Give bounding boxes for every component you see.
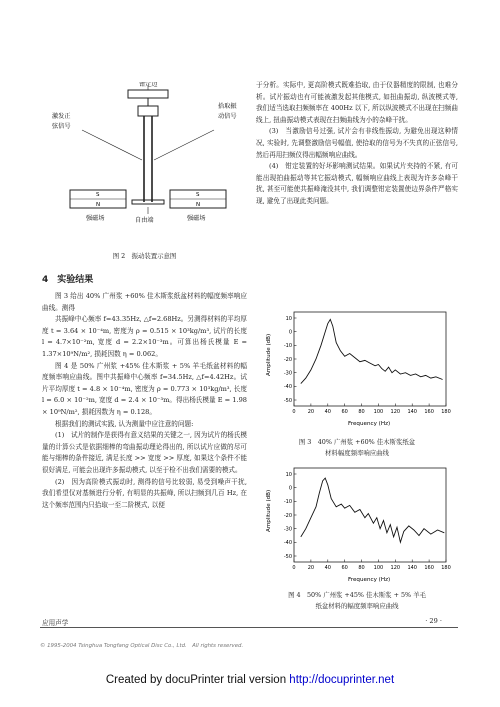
x-tick-label: 180 bbox=[441, 409, 451, 415]
footer-rule bbox=[40, 627, 458, 628]
paragraph: 于分析。实际中, 更高阶模式既难拾取, 由于仪器精度的限制, 也难分析。试片振动也有可能被激发起其他模式, 如扭曲振动, 纵波模式等, 我们适当选取扫频频率在 400Hz 以下, 所以纵波模式不出现在扫频曲线上, 扭曲振动模式表现在扫频曲线为小的杂峰干扰。 bbox=[256, 81, 458, 124]
caption-line: 图 3 40% 广州浆 +60% 佳木斯浆纸盆 bbox=[298, 438, 416, 446]
journal-name: 应用声学 bbox=[42, 619, 69, 627]
figure-4-caption bbox=[256, 590, 458, 612]
watermark-text: Created by docuPrinter trial version bbox=[105, 674, 287, 686]
chart-xlabel: Frequency (Hz) bbox=[348, 577, 391, 583]
diagram-label-n1: N bbox=[96, 202, 101, 208]
y-tick-label: -50 bbox=[283, 397, 292, 404]
x-tick-label: 0 bbox=[292, 409, 296, 415]
diagram-label-clamp: 钳定边 bbox=[139, 82, 158, 88]
x-tick-label: 80 bbox=[358, 409, 365, 415]
diagram-label-magnet-right: 强磁场 bbox=[187, 215, 206, 222]
trial-watermark bbox=[0, 674, 500, 686]
diagram-label-exciter-1: 激发正 bbox=[52, 113, 71, 120]
y-tick-label: 0 bbox=[288, 485, 292, 492]
left-column-text bbox=[42, 291, 247, 511]
figure-3-chart bbox=[262, 306, 452, 430]
response-curve bbox=[301, 478, 445, 542]
x-tick-label: 100 bbox=[373, 565, 384, 571]
x-tick-label: 20 bbox=[307, 409, 315, 415]
y-tick-label: -10 bbox=[283, 343, 292, 350]
caption-line: 材料幅度频率响应曲线 bbox=[325, 449, 389, 457]
caption-line: 纸盆材料的幅度频率响应曲线 bbox=[315, 602, 399, 610]
x-tick-label: 180 bbox=[441, 565, 451, 571]
y-tick-label: -20 bbox=[283, 512, 292, 519]
paragraph: (1) 试片的制作是获得有意义结果的关键之一, 因为试片的杨氏模量的计算公式是依据细棒的弯曲振动理论得出的, 所以试片应做的尽可能与细棒的条件接近, 满足长度 >> 宽度 >> 厚度, 如果这个条件不能很好满足, 可能会出现许多振动模式, 以至于检不出我们需要的模式。 bbox=[42, 431, 247, 474]
figure-3-caption bbox=[256, 437, 458, 459]
paragraph: (4) 钳定装置的好坏影响测试结果。如果试片夹持的不紧, 有可能出现拍曲振动等其它振动模式, 幅频响应曲线上表现为许多杂峰干扰, 甚至可能使共振峰淹没其中, 我们调整钳定装置使边界条件严格实现, 避免了出现此类问题。 bbox=[256, 162, 458, 205]
paragraph: 图 4 是 50% 广州浆 +45% 佳木斯浆 + 5% 羊毛纸盆材料的幅度频率响应曲线。图中共振峰中心频率 f=34.5Hz, △f=4.42Hz。试片平均厚度 t = 4.8 × 10⁻⁴m, 密度为 ρ = 0.773 × 10³kg/m³, 长度 l = 6.0 × 10⁻²m, 宽度 d = 2.4 × 10⁻³m。得出杨氏模量 E = 1.98 × 10⁹N/m², 损耗因数为 η = 0.128。 bbox=[42, 361, 247, 416]
x-tick-label: 40 bbox=[324, 409, 331, 415]
y-tick-label: -10 bbox=[283, 499, 292, 506]
chart-ylabel: Amplitude (dB) bbox=[266, 489, 272, 532]
section-4-heading: 4 实验结果 bbox=[42, 275, 94, 285]
copyright-notice: © 1995-2004 Tsinghua Tongfang Optical Disc Co., Ltd. All rights reserved. bbox=[40, 643, 244, 649]
y-tick-label: -30 bbox=[283, 370, 292, 377]
paragraph: 共振峰中心频率 f=43.35Hz, △f=2.68Hz。另测得材料的平均厚度 t = 3.64 × 10⁻⁴m, 密度为 ρ = 0.515 × 10³kg/m³, 试片的长度 l = 4.7×10⁻²m, 宽度 d = 2.2×10⁻³m。可算出杨氏模量 E = 1.37×10⁹N/m², 损耗因数 η = 0.062。 bbox=[42, 315, 247, 358]
x-tick-label: 160 bbox=[424, 409, 434, 415]
y-tick-label: -40 bbox=[283, 384, 292, 391]
diagram-label-magnet-left: 强磁场 bbox=[86, 215, 105, 222]
figure-2-caption: 图 2 振动装置示意图 bbox=[112, 252, 177, 260]
x-tick-label: 120 bbox=[390, 409, 401, 415]
diagram-label-s1: S bbox=[96, 192, 100, 198]
chart-ylabel: Amplitude (dB) bbox=[266, 333, 272, 376]
x-tick-label: 140 bbox=[407, 565, 417, 571]
y-tick-label: 0 bbox=[288, 329, 292, 336]
x-tick-label: 0 bbox=[292, 565, 296, 571]
x-tick-label: 20 bbox=[307, 565, 315, 571]
x-tick-label: 120 bbox=[390, 565, 401, 571]
diagram-label-pickup-2: 动信号 bbox=[218, 113, 237, 120]
paragraph: 图 3 给出 40% 广州浆 +60% 佳木斯浆纸盆材料的幅度频率响应曲线。测得 bbox=[42, 292, 247, 312]
y-tick-label: -30 bbox=[283, 526, 292, 533]
x-tick-label: 40 bbox=[324, 565, 331, 571]
y-tick-label: 10 bbox=[285, 315, 292, 322]
page-number: · 29 · bbox=[425, 617, 442, 625]
y-tick-label: -20 bbox=[283, 356, 292, 363]
diagram-label-pickup-1: 拾取振 bbox=[218, 103, 237, 110]
figure-2-diagram bbox=[42, 82, 247, 232]
chart-xlabel: Frequency (Hz) bbox=[348, 421, 391, 427]
diagram-label-exciter-2: 弦信号 bbox=[52, 123, 71, 130]
right-column-text bbox=[256, 80, 458, 208]
watermark-link[interactable]: http://docuprinter.net bbox=[289, 674, 395, 686]
y-tick-label: 10 bbox=[285, 471, 292, 478]
x-tick-label: 140 bbox=[407, 409, 417, 415]
y-tick-label: -50 bbox=[283, 553, 292, 560]
paragraph: (3) 当激励信号过强, 试片会有非线性振动, 为避免出现这种情况, 实验时, 先调整激励信号幅值, 使拾取的信号为不失真的正弦信号, 然后再用扫频仪得出幅频响应曲线。 bbox=[256, 127, 458, 159]
x-tick-label: 60 bbox=[341, 565, 348, 571]
caption-line: 图 4 50% 广州浆 +45% 佳木斯浆 + 5% 羊毛 bbox=[288, 591, 426, 599]
x-tick-label: 80 bbox=[358, 565, 365, 571]
paragraph: 根据我们的测试实践, 认为测量中应注意的问题: bbox=[55, 419, 194, 428]
x-tick-label: 160 bbox=[424, 565, 434, 571]
diagram-label-n2: N bbox=[196, 202, 201, 208]
y-tick-label: -40 bbox=[283, 540, 292, 547]
diagram-label-s2: S bbox=[196, 192, 200, 198]
diagram-label-free-end: 自由端 bbox=[135, 217, 154, 224]
paragraph: (2) 因为高阶模式振动时, 测得的信号比较弱, 易受到噪声干扰, 我们希望仅对基频进行分析, 有明显的共振峰, 所以扫频到几百 Hz, 在这个频率范围内只拾取一至二阶模式, 以便 bbox=[42, 477, 247, 509]
figure-4-chart bbox=[262, 462, 452, 586]
response-curve bbox=[301, 319, 443, 383]
x-tick-label: 60 bbox=[341, 409, 348, 415]
x-tick-label: 100 bbox=[373, 409, 384, 415]
